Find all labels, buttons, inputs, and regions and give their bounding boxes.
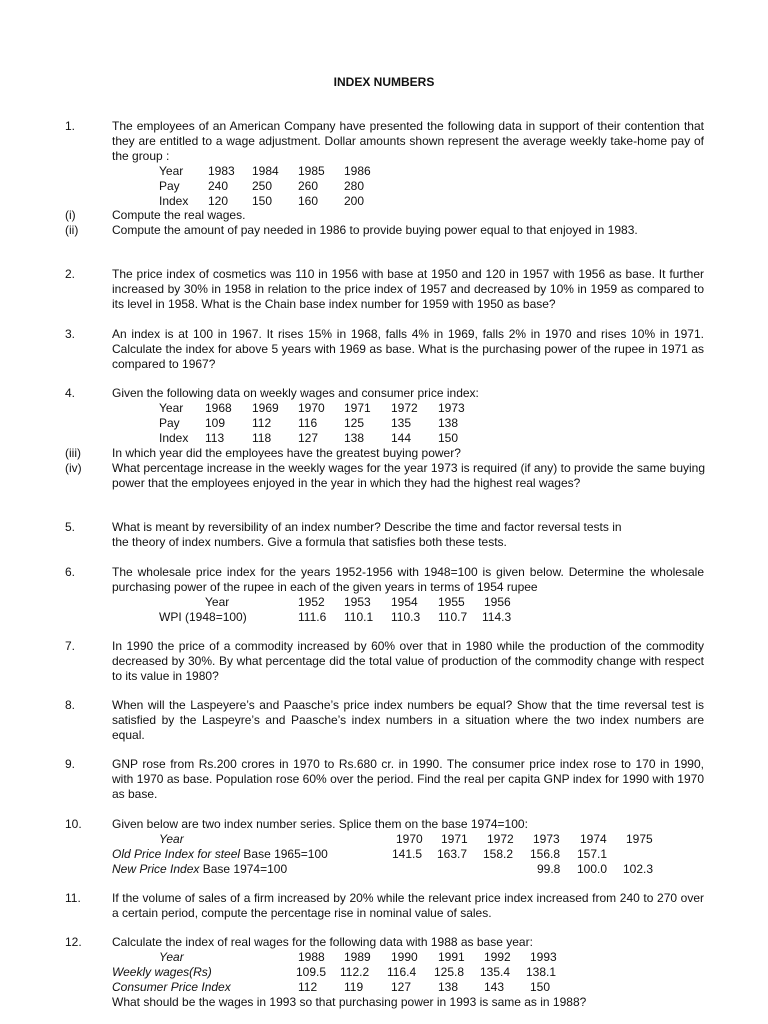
question-text: In 1990 the price of a commodity increased by 60% over that in 1980 while the production of the commodity decreased by 30%. By what percentage did the total value of production of the commodity change with respect to its value in 1980?: [112, 639, 704, 683]
table-row: Old Price Index for steel Base 1965=100 141.5 163.7 158.2 156.8 157.1: [112, 847, 608, 861]
data-table: [112, 401, 704, 446]
question-text: Calculate the index of real wages for the following data with 1988 as base year:: [112, 935, 533, 949]
table-row: WPI (1948=100) 111.6 110.1 110.3 110.7 114.3: [159, 610, 512, 624]
question-number: 1.: [65, 119, 76, 133]
question-text: GNP rose from Rs.200 crores in 1970 to Rs.680 cr. in 1990. The consumer price index rose to 170 in 1990, with 1970 as base. Population rose 60% over the period. Find the real per capita GNP index for 1990 with 1970 as base.: [112, 757, 704, 801]
table-row: Consumer Price Index 112 119 127 138 143 150: [112, 980, 551, 994]
question-text: The employees of an American Company have presented the following data in support of their contention that they are entitled to a wage adjustment. Dollar amounts shown represent the average weekly take-home pay of the group :: [112, 119, 704, 163]
question-text: An index is at 100 in 1967. It rises 15% in 1968, falls 4% in 1969, falls 2% in 1970 and rises 10% in 1971. Calculate the index for above 5 years with 1969 as base. What is the purchasing power of the rupee in 1971 as compared to 1967?: [112, 327, 704, 371]
table-row: Pay 109 112 116 125 135 138: [159, 416, 459, 430]
table-row: Index 113 118 127 138 144 150: [159, 431, 459, 445]
data-table: [112, 950, 704, 995]
question-text: The wholesale price index for the years 1952-1956 with 1948=100 is given below. Determine the wholesale purchasing power of the rupee in each of the given years in terms of 1954 rupee: [112, 565, 704, 594]
page-title: INDEX NUMBERS: [333, 75, 435, 89]
table-row: Year 1988 1989 1990 1991 1992 1993: [159, 950, 557, 964]
question-text: The price index of cosmetics was 110 in 1956 with base at 1950 and 120 in 1957 with 1956 as base. It further increased by 30% in 1958 in relation to the price index of 1957 and decreased by 10% in 1959 as compared to its level in 1958. What is the Chain base index number for 1959 with 1950 as base?: [112, 267, 704, 311]
table-row: Year 1983 1984 1985 1986: [159, 164, 371, 178]
table-row: Pay 240 250 260 280: [159, 179, 365, 193]
question-text: When will the Laspeyere’s and Paasche’s price index numbers be equal? Show that the time reversal test is satisfied by the Laspeyre’s and Paasche’s index numbers in a situation where the two index numbers are equal.: [112, 698, 704, 742]
table-row: Year 1968 1969 1970 1971 1972 1973: [159, 401, 465, 415]
question-text: What is meant by reversibility of an index number? Describe the time and factor reversal tests in: [112, 520, 622, 534]
table-row: Index 120 150 160 200: [159, 194, 365, 208]
question-text: What should be the wages in 1993 so that purchasing power in 1993 is same as in 1988?: [112, 995, 587, 1009]
question-4-subparts: [65, 446, 705, 491]
sub-question: (iii) In which year did the employees have the greatest buying power?: [65, 446, 461, 460]
question-text: Given below are two index number series. Splice them on the base 1974=100:: [112, 817, 528, 831]
data-table: [112, 595, 704, 625]
table-row: Year 1952 1953 1954 1955 1956: [205, 595, 511, 609]
table-row: Year 1970 1971 1972 1973 1974 1975: [159, 832, 653, 846]
table-row: Weekly wages(Rs) 109.5 112.2 116.4 125.8 135.4 138.1: [112, 965, 557, 979]
data-table: [112, 164, 704, 209]
table-row: New Price Index Base 1974=100 99.8 100.0 102.3: [112, 862, 654, 876]
data-table: [112, 832, 704, 877]
sub-question: (ii) Compute the amount of pay needed in 1986 to provide buying power equal to that enjoyed in 1983.: [65, 223, 638, 237]
question-1-subparts: [65, 208, 705, 238]
question-text: Given the following data on weekly wages and consumer price index:: [112, 386, 479, 400]
question-text: the theory of index numbers. Give a formula that satisfies both these tests.: [112, 535, 507, 549]
question-text: If the volume of sales of a firm increased by 20% while the relevant price index increased from 240 to 270 over a certain period, compute the percentage rise in nominal value of sales.: [112, 891, 704, 920]
sub-question: (i) Compute the real wages.: [65, 208, 246, 222]
document-page: INDEX NUMBERS 1. The employees of an American Company have presented the following data in support of their contention that they are entitled to a wage adjustment. Dollar amounts shown represent the average weekly take-home pay of the group : Year 1983 1984 1985 1986 Pay 240 250 260 280 Index 120 150 160 200 (i) Compute the real wages. (ii) Compute the amount of pay needed in 1986 to provide buying power equal to that enjoyed in 1983. 2. The price index of cosmetics was 110 in 1956 with base at 1950 and 120 in 1957 with 1956 as base. It further increased by 30% in 1958 in relation to the price index of 1957 and decreased by 10% in 1959 as compared to its level in 1958. What is the Chain base index number for 1959 with 1950 as base? 3. An index is at 100 in 1967. It rises 15% in 1968, falls 4% in 1969, falls 2% in 1970 and rises 10% in 1971. Calculate the index for above 5 years with 1969 as base. What is the purchasing power of the rupee in 1971 as compared to 1967? 4. Given the following data on weekly wages and consumer price index: Year 1968 1969 1970 1971 1972 1973 Pay 109 112 116 125 135 138 Index 113 118 127 138 144 150 (iii) In which year did the employees have the greatest buying power? (iv) What percentage increase in the weekly wages for the year 1973 is required (if any) to provide the same buying power that the employees enjoyed in the year in which they had the highest real wages? 5. What is meant by reversibility of an index number? Describe the time and factor reversal tests in the theory of index numbers. Give a formula that satisfies both these tests. 6. The wholesale price index for the years 1952-1956 with 1948=100 is given below. Determine the wholesale purchasing power of the rupee in each of the given years in terms of 1954 rupee Year 1952 1953 1954 1955 1956 WPI (1948=100) 111.6 110.1 110.3 110.7 114.3 7. In 1990 the price of a commodity increased by 60% over that in 1980 while the production of the commodity decreased by 30%. By what percentage did the total value of production of the commodity change with respect to its value in 1980? 8. When will the Laspeyere’s and Paasche’s price index numbers be equal? Show that the time reversal test is satisfied by the Laspeyre’s and Paasche’s index numbers in a situation where the two index numbers are equal. 9. GNP rose from Rs.200 crores in 1970 to Rs.680 cr. in 1990. The consumer price index rose to 170 in 1990, with 1970 as base. Population rose 60% over the period. Find the real per capita GNP index for 1990 with 1970 as base. 10. Given below are two index number series. Splice them on the base 1974=100: Year 1970 1971 1972 1973 1974 1975 Old Price Index for steel Base 1965=100 141.5 163.7 158.2 156.8 157.1 New Price Index Base 1974=100 99.8 100.0 102.3 11. If the volume of sales of a firm increased by 20% while the relevant price index increased from 240 to 270 over a certain period, compute the percentage rise in nominal value of sales. 12. Calculate the index of real wages for the following data with 1988 as base year: Year 1988 1989 1990 1991 1992 1993 Weekly wages(Rs) 109.5 112.2 116.4 125.8 135.4 138.1 Consumer Price Index 112 119 127 138 143 150 What should be the wages in 1993 so that purchasing power in 1993 is same as in 1988?: [0, 0, 768, 1024]
sub-question: (iv) What percentage increase in the weekly wages for the year 1973 is required (if any) to provide the same buying power that the employees enjoyed in the year in which they had the highest real wages?: [65, 461, 705, 490]
